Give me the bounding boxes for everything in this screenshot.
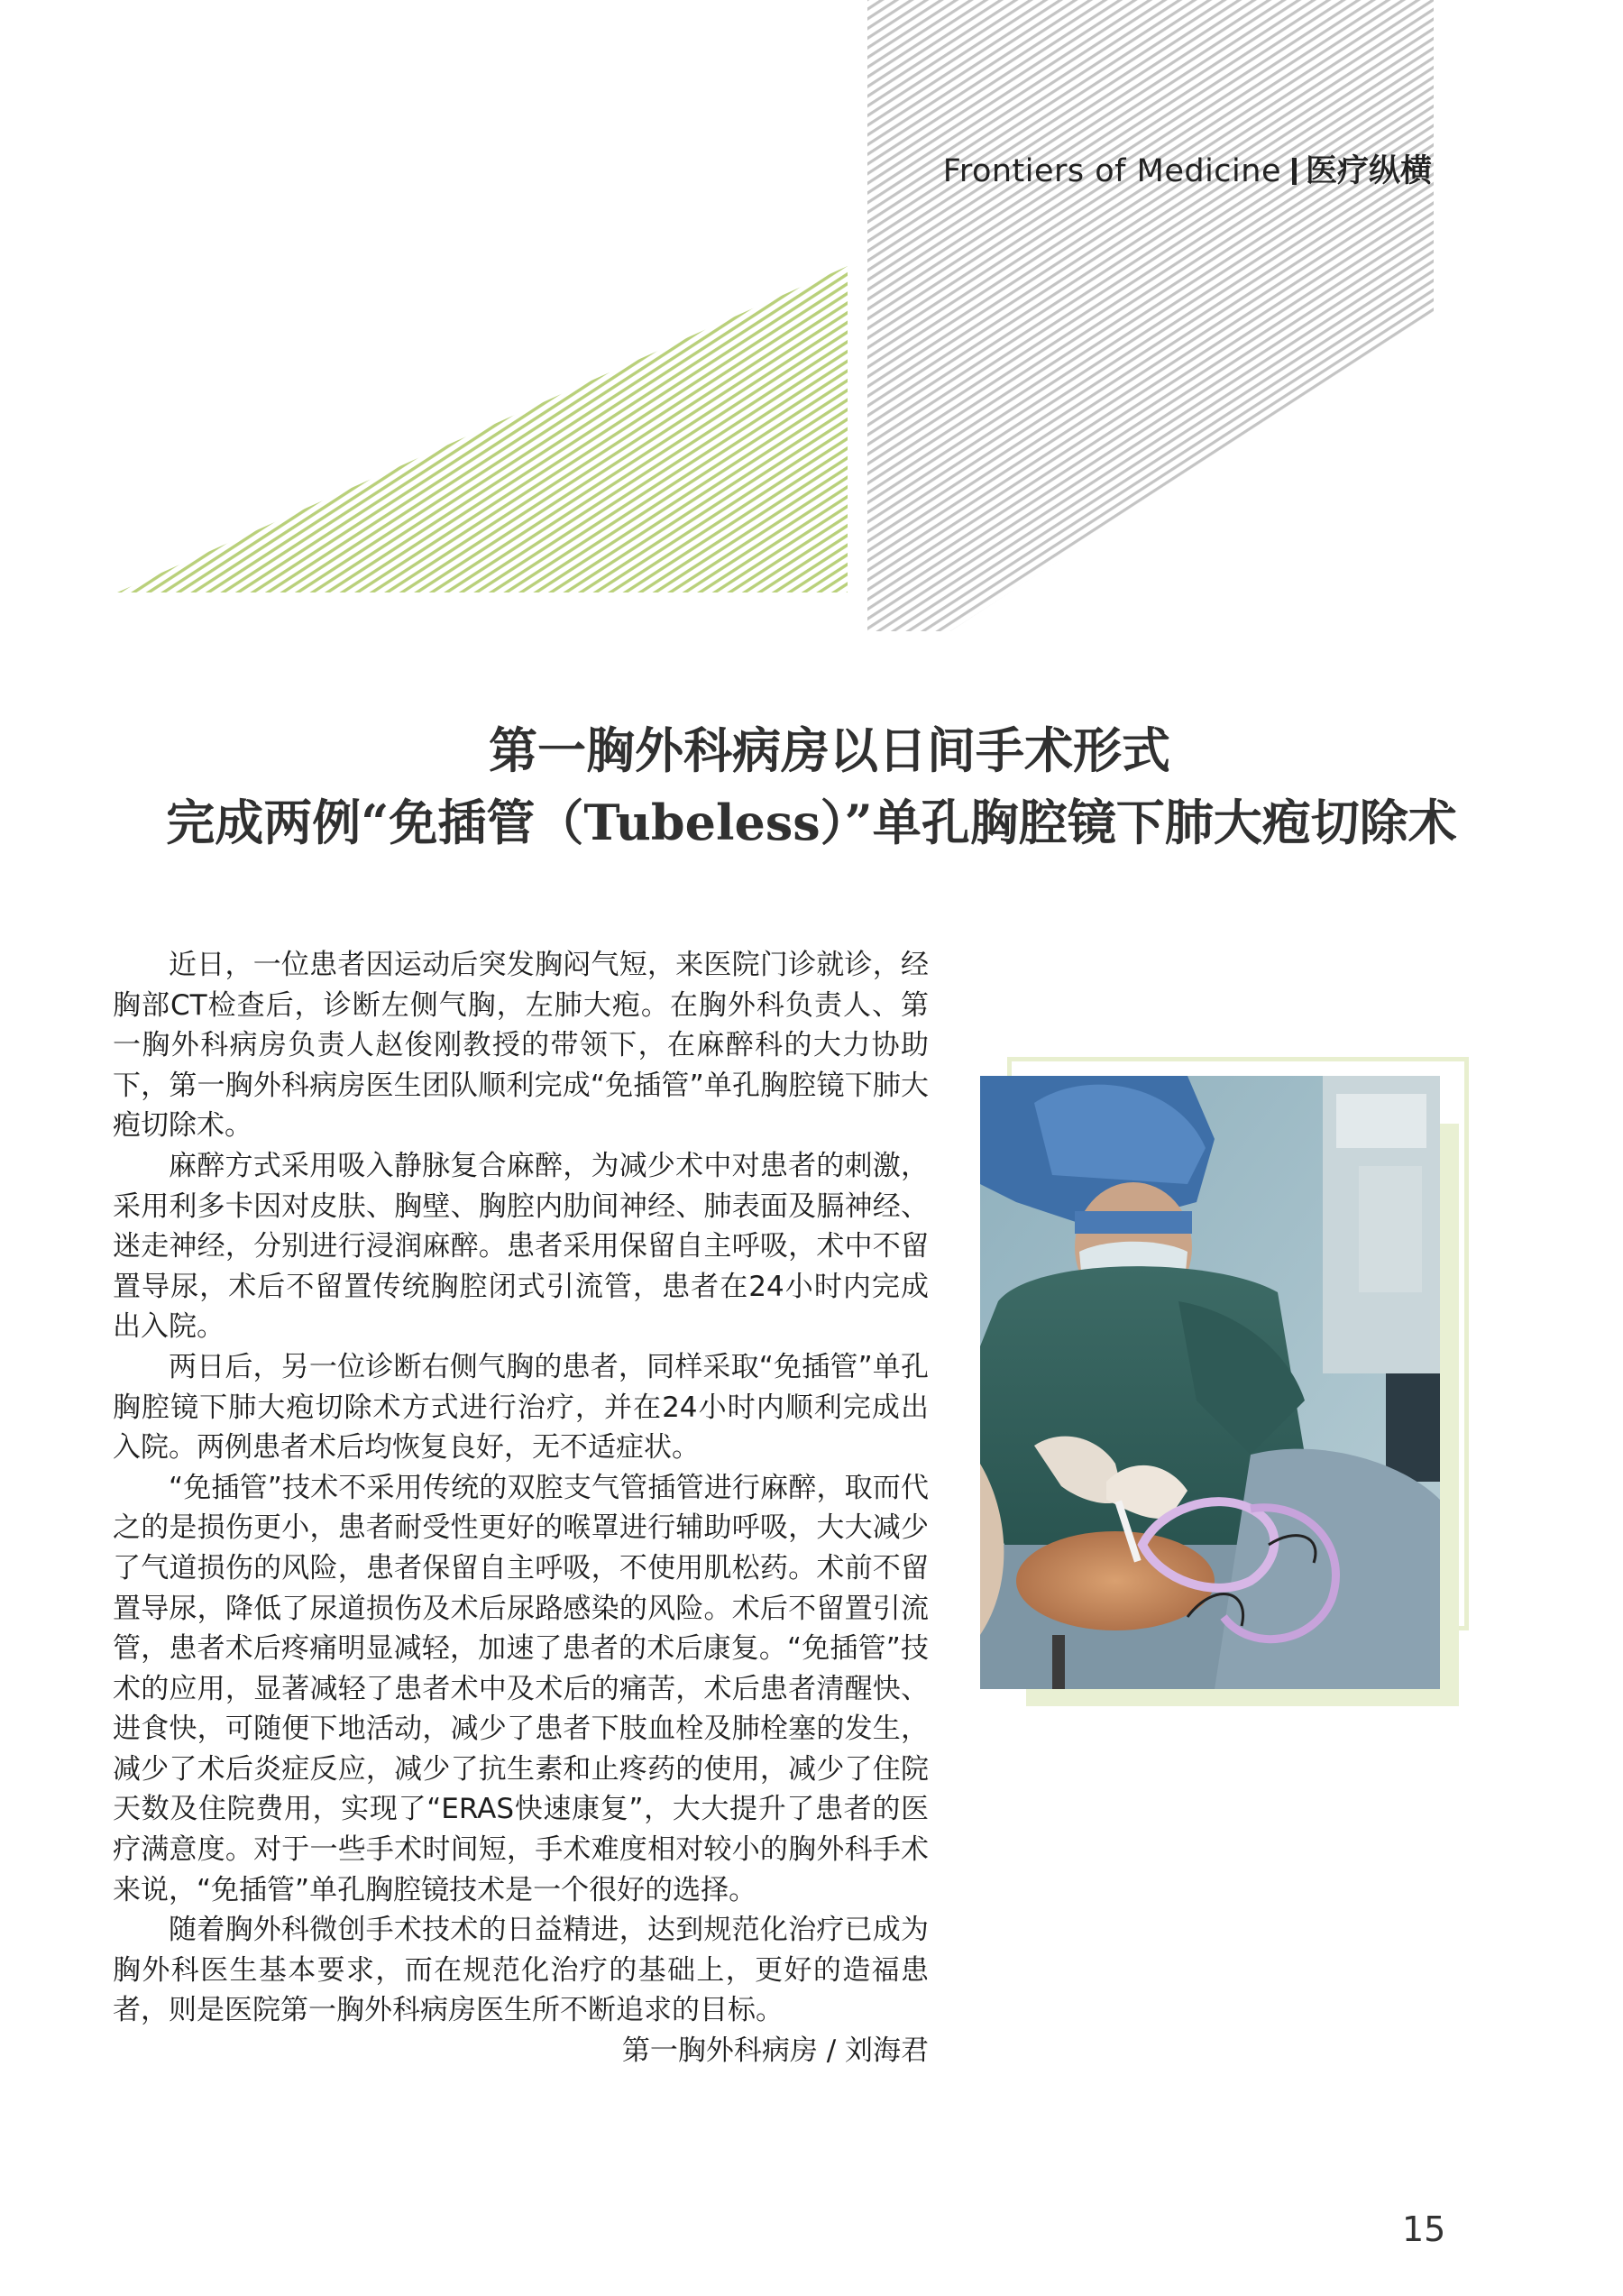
surgery-photo [980,1076,1440,1689]
paragraph: 随着胸外科微创手术技术的日益精进，达到规范化治疗已成为胸外科医生基本要求，而在规范化治疗的基础上，更好的造福患者，则是医院第一胸外科病房医生所不断追求的目标。 [113,1914,929,2027]
paragraph: 两日后，另一位诊断右侧气胸的患者，同样采取“免插管”单孔胸腔镜下肺大疱切除术方式进行治疗，并在24小时内顺利完成出入院。两例患者术后均恢复良好，无不适症状。 [113,1350,929,1465]
paragraph: 麻醉方式采用吸入静脉复合麻醉，为减少术中对患者的刺激，采用利多卡因对皮肤、胸壁、胸腔内肋间神经、肺表面及膈神经、迷走神经，分别进行浸润麻醉。患者采用保留自主呼吸，术中不留置导尿，术后不留置传统胸腔闭式引流管，患者在24小时内完成出入院。 [113,1149,929,1344]
article-title [0,714,1623,859]
article-title-line-1: 第一胸外科病房以日间手术形式 [489,721,1170,779]
article-title-line-2: 完成两例“免插管（Tubeless）”单孔胸腔镜下肺大疱切除术 [166,794,1457,851]
section-header [943,152,1432,191]
page-number: 15 [1402,2209,1446,2249]
byline: 第一胸外科病房 / 刘海君 [621,2034,929,2068]
section-title-english: Frontiers of Medicine [942,153,1281,189]
paragraph: 近日，一位患者因运动后突发胸闷气短，来医院门诊就诊，经胸部CT检查后，诊断左侧气胸，左肺大疱。在胸外科负责人、第一胸外科病房负责人赵俊刚教授的带领下，在麻醉科的大力协助下，第一胸外科病房医生团队顺利完成“免插管”单孔胸腔镜下肺大疱切除术。 [113,949,929,1143]
decorative-stripes [0,0,1623,631]
grey-striped-panel [867,0,1434,631]
section-title-chinese: 医疗纵横 [1305,153,1432,189]
header-separator [1292,158,1297,185]
paragraph: “免插管”技术不采用传统的双腔支气管插管进行麻醉，取而代之的是损伤更小，患者耐受性更好的喉罩进行辅助呼吸，大大减少了气道损伤的风险，患者保留自主呼吸，不使用肌松药。术前不留置导尿，降低了尿道损伤及术后尿路感染的风险。术后不留置引流管，患者术后疼痛明显减轻，加速了患者的术后康复。“免插管”技术的应用，显著减轻了患者术中及术后的痛苦，术后患者清醒快、进食快，可随便下地活动，减少了患者下肢血栓及肺栓塞的发生，减少了术后炎症反应，减少了抗生素和止疼药的使用，减少了住院天数及住院费用，实现了“ERAS快速康复”，大大提升了患者的医疗满意度。对于一些手术时间短，手术难度相对较小的胸外科手术来说，“免插管”单孔胸腔镜技术是一个很好的选择。 [113,1471,929,1906]
article-body [113,945,929,2071]
green-striped-triangle [117,266,848,592]
